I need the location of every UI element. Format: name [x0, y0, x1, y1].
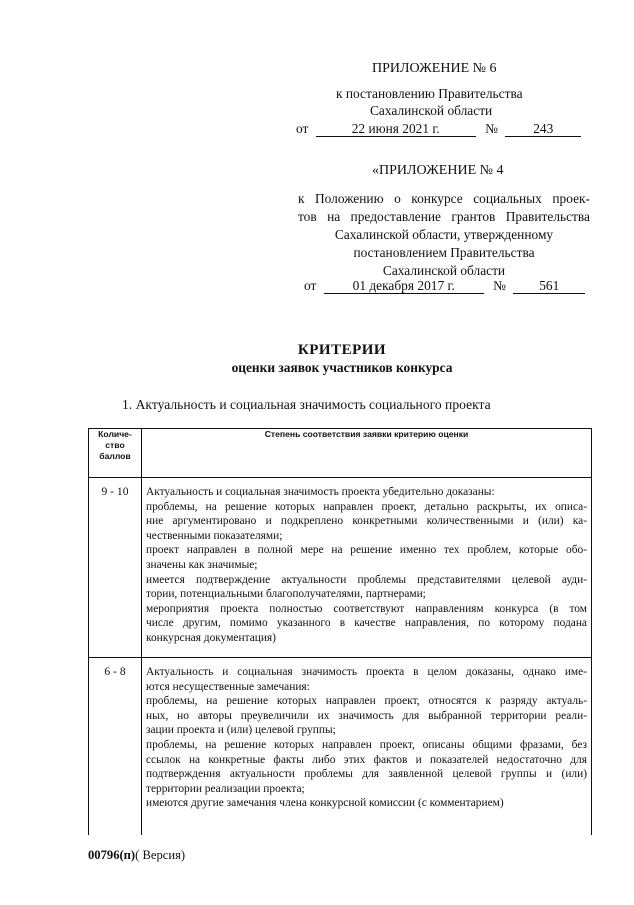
criteria-line: проблемы, на решение которых направлен проект, детально раскрыты, их описа-: [146, 500, 587, 513]
criteria-line: значены как значимые;: [146, 558, 258, 571]
criteria-line: имеется подтверждение актуальности проблемы представителями целевой ауди-: [146, 573, 587, 586]
date-prefix: от: [304, 278, 317, 293]
header-score: [89, 429, 142, 478]
sub-header-line: Сахалинской области: [382, 263, 506, 278]
number-prefix: №: [485, 121, 498, 136]
criteria-line: проблемы, на решение которых направлен проект, описаны общими фразами, без: [146, 738, 587, 751]
resolution-date-line: [296, 121, 581, 137]
header-score-line: Количе-: [98, 429, 132, 439]
criteria-line: Актуальность и социальная значимость проекта в целом доказаны, однако име-: [146, 666, 587, 678]
table-row: [89, 478, 592, 658]
criteria-line: имеются другие замечания члена конкурсной комиссии (с комментарием): [146, 797, 504, 810]
sub-header-line: Сахалинской области, утвержденному: [334, 227, 554, 242]
score-cell: 9 - 10: [89, 478, 142, 658]
criteria-line: конкурсная документация): [146, 631, 276, 644]
criteria-table: [88, 428, 592, 835]
criteria-line: чественными показателями;: [146, 529, 283, 542]
position-number: 561: [513, 279, 585, 294]
page-title: КРИТЕРИИ: [297, 342, 387, 358]
number-prefix: №: [493, 278, 506, 293]
criteria-cell: [142, 658, 592, 836]
document-code: 00796(п): [88, 848, 136, 862]
criteria-line: территории реализации проекта;: [146, 782, 305, 795]
criteria-cell: [142, 478, 592, 658]
appendix-title: ПРИЛОЖЕНИЕ № 6: [372, 61, 497, 76]
resolution-number: 243: [505, 122, 581, 137]
criteria-line: тории, потенциальными благополучателями, партнерами;: [146, 588, 426, 601]
sub-header-line: к Положению о конкурсе социальных проек-: [298, 191, 590, 206]
position-date: 01 декабря 2017 г.: [324, 279, 484, 294]
criteria-line: ссылок на конкретные факты либо этих фактов и показателей недостаточно для: [146, 753, 587, 766]
criteria-line: проект направлен в полной мере на решение именно тех проблем, которые обо-: [146, 544, 587, 557]
criteria-line: зации проекта и (или) целевой группы;: [146, 724, 336, 737]
criteria-line: проблемы, на решение которых направлен проект, относятся к разряду актуаль-: [146, 695, 587, 708]
header-score-line: ство: [105, 440, 125, 450]
sub-header-line: постановлением Правительства: [353, 245, 535, 260]
footer: [88, 848, 185, 863]
sub-appendix-title: «ПРИЛОЖЕНИЕ № 4: [372, 163, 504, 178]
section-heading: 1. Актуальность и социальная значимость социального проекта: [122, 397, 491, 412]
page-subtitle: оценки заявок участников конкурса: [231, 360, 453, 375]
table-header-row: [89, 429, 592, 478]
criteria-line: мероприятия проекта полностью соответствуют направлениям конкурса (в том: [146, 602, 587, 615]
date-prefix: от: [296, 121, 309, 136]
criteria-line: ние аргументировано и подкреплено конкретными количественными и (или) ка-: [146, 515, 587, 528]
resolution-date: 22 июня 2021 г.: [316, 122, 476, 137]
region-line: Сахалинской области: [370, 103, 493, 118]
header-criteria: Степень соответствия заявки критерию оценки: [142, 429, 592, 478]
sub-header-text: [298, 190, 590, 280]
header-score-line: баллов: [99, 451, 131, 461]
position-date-line: [304, 278, 585, 294]
criteria-line: подтверждения актуальности проблемы для заявленной целевой группы и (или): [146, 768, 587, 781]
document-version: ( Версия): [135, 848, 186, 862]
to-resolution-line: к постановлению Правительства: [336, 86, 523, 101]
score-cell: 6 - 8: [89, 658, 142, 836]
table-row: [89, 658, 592, 836]
criteria-line: числе другим, помимо указанного в качестве направления, по которому подана: [146, 617, 587, 630]
criteria-line: ных, но авторы преувеличили их значимость для выбранной территории реали-: [146, 709, 587, 722]
criteria-line: Актуальность и социальная значимость проекта убедительно доказаны:: [146, 486, 495, 498]
criteria-line: ются несущественные замечания:: [146, 680, 310, 693]
sub-header-line: тов на предоставление грантов Правительства: [298, 209, 590, 224]
